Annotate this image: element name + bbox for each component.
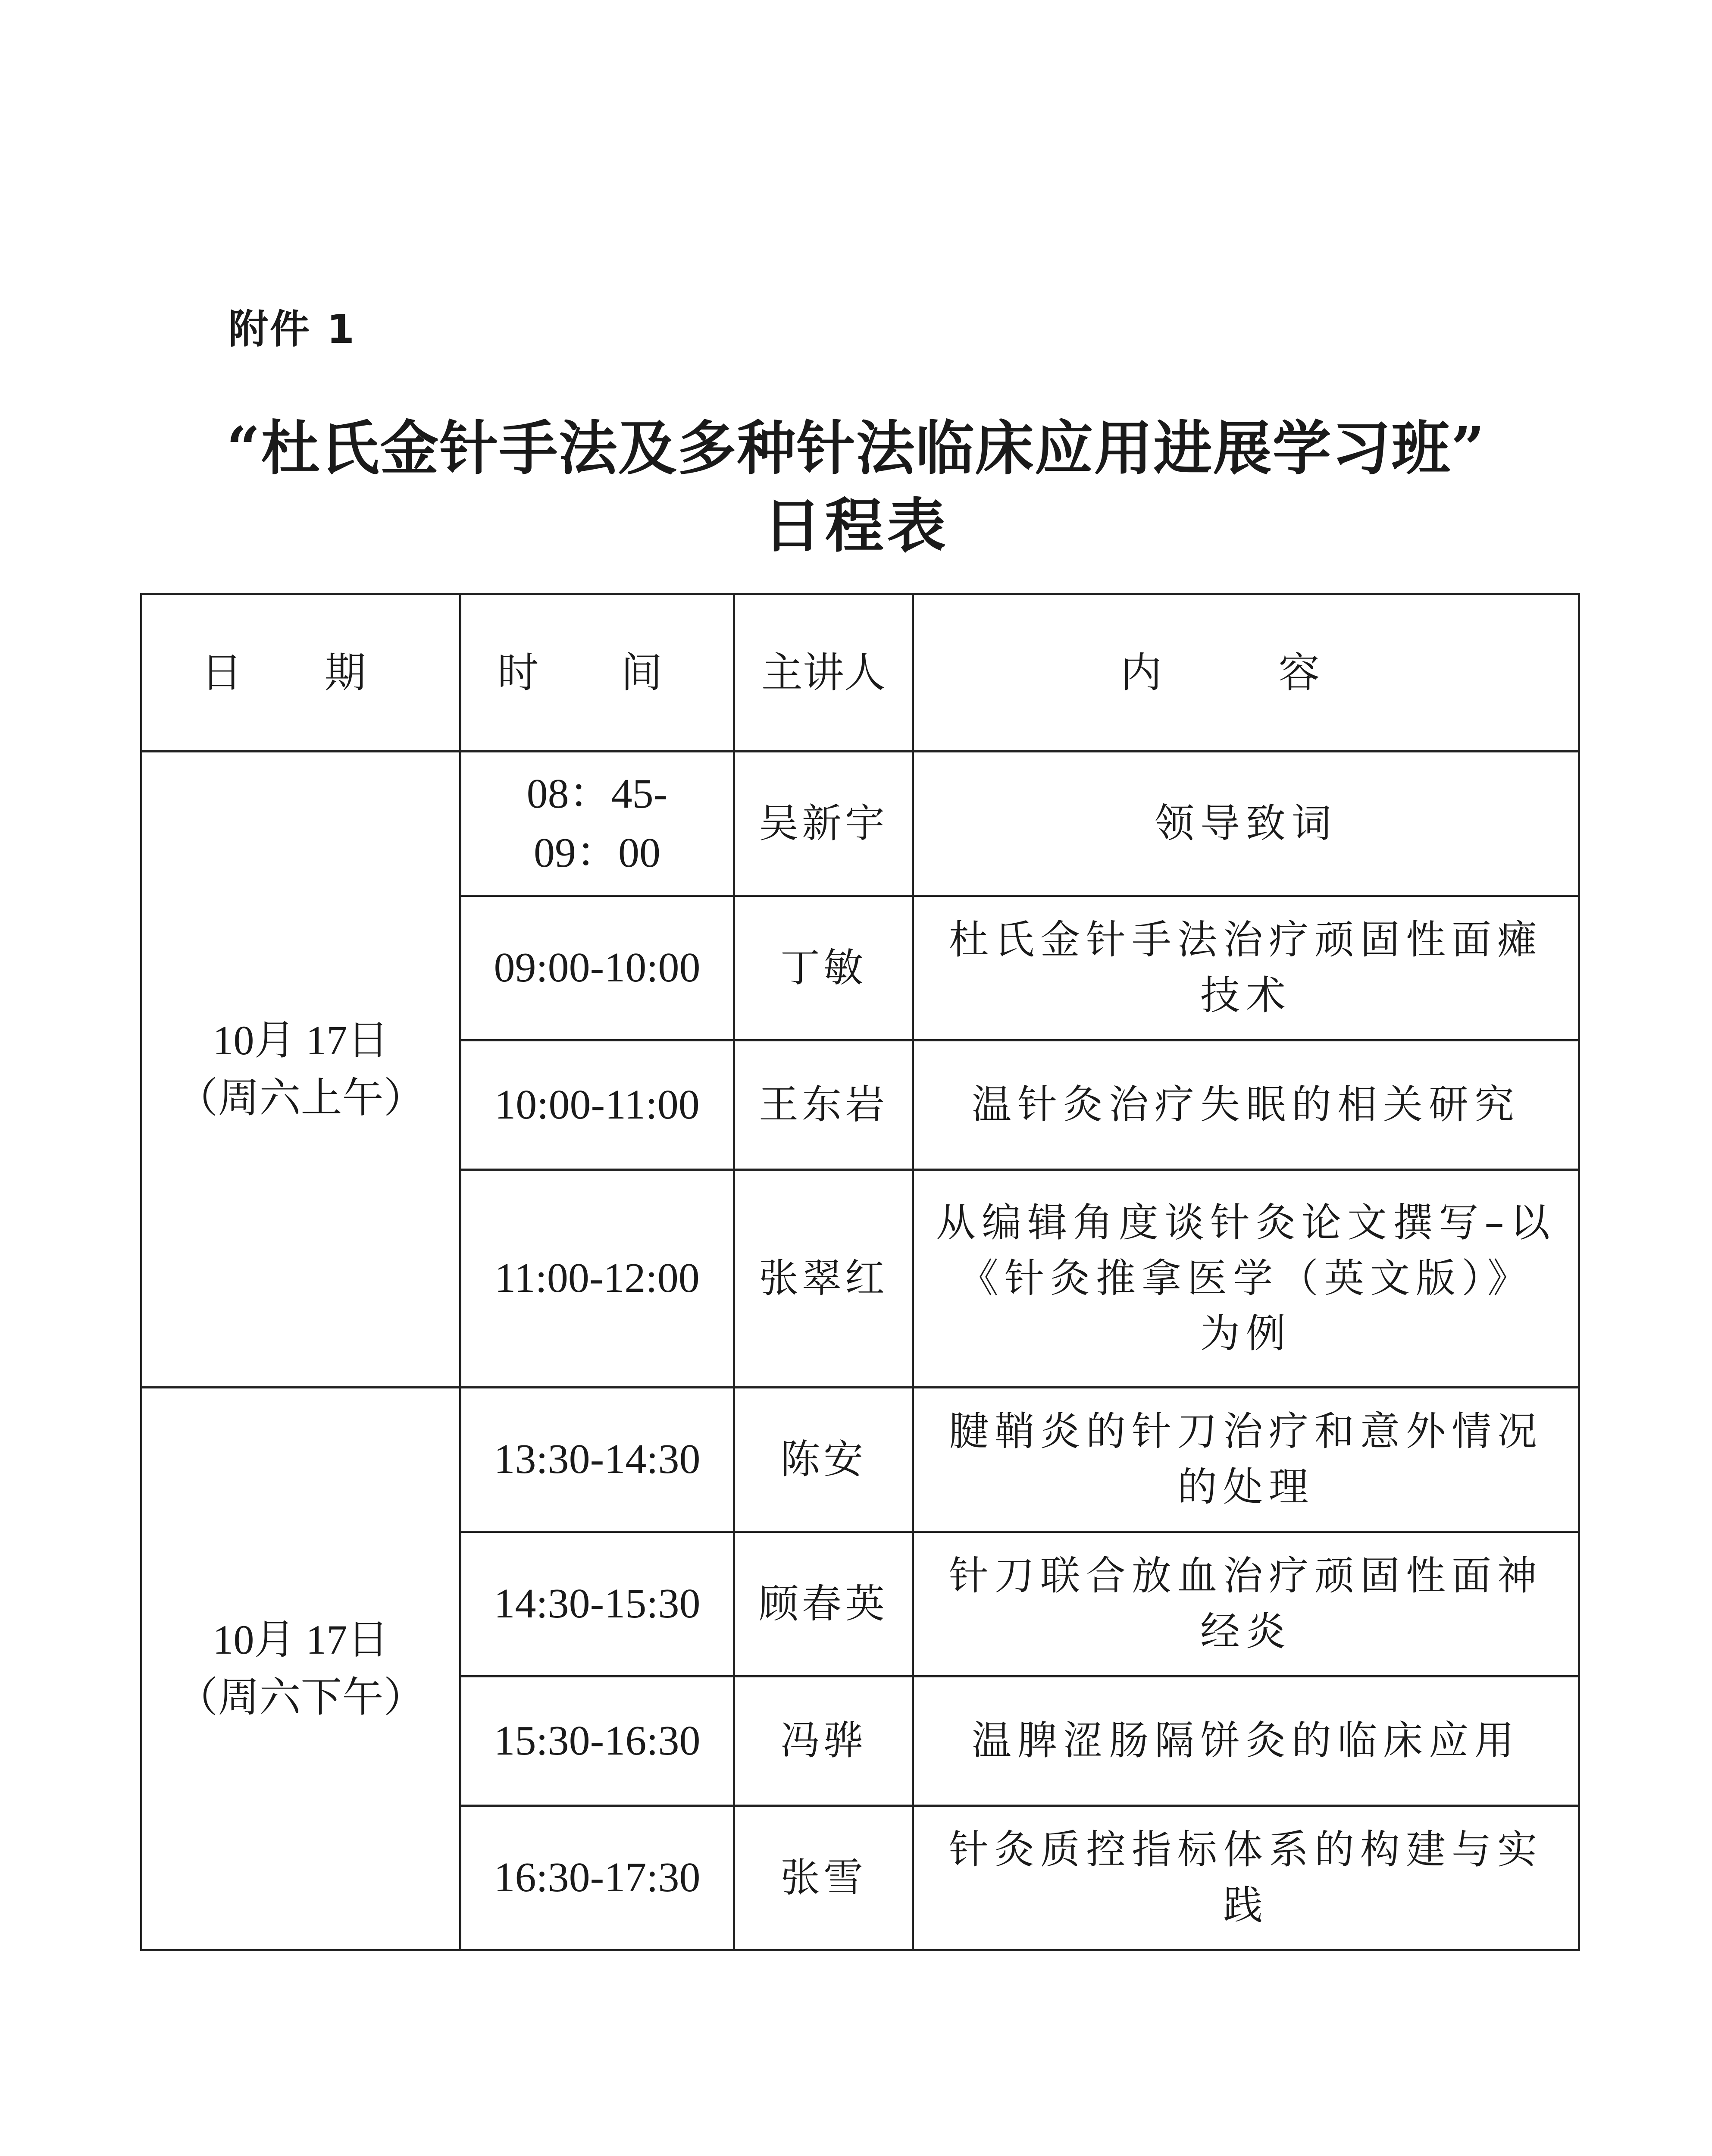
content-cell	[913, 752, 1579, 896]
date-text: 10月 17日	[213, 1017, 389, 1063]
time-start: 08：45-	[526, 770, 668, 817]
time-end: 09：00	[533, 830, 660, 876]
date-text: 10月 17日	[213, 1616, 389, 1663]
time-cell: 13:30-14:30	[460, 1388, 734, 1532]
content-line: 温针灸治疗失眠的相关研究	[971, 1081, 1520, 1128]
column-header-speaker: 主讲人	[734, 594, 913, 752]
time-cell: 15:30-16:30	[460, 1677, 734, 1806]
content-line: 经炎	[1200, 1608, 1292, 1655]
content-cell	[913, 1388, 1579, 1532]
attachment-label: 附件 1	[228, 306, 357, 352]
page-title: “杜氏金针手法及多种针法临床应用进展学习班”	[226, 414, 1486, 483]
content-line: 的处理	[1177, 1464, 1315, 1510]
time-cell: 10:00-11:00	[460, 1040, 734, 1170]
table-row	[141, 1388, 1579, 1532]
content-cell	[913, 1677, 1579, 1806]
speaker-cell: 顾春英	[734, 1532, 913, 1677]
date-cell-morning	[141, 752, 460, 1388]
schedule-table	[140, 593, 1580, 1951]
content-line: 杜氏金针手法治疗顽固性面瘫	[948, 917, 1543, 963]
content-line: 温脾涩肠隔饼灸的临床应用	[971, 1717, 1520, 1764]
content-line: 领导致词	[1154, 800, 1337, 846]
speaker-cell: 吴新宇	[734, 752, 913, 896]
content-line: 腱鞘炎的针刀治疗和意外情况	[948, 1408, 1543, 1455]
time-cell	[460, 752, 734, 896]
content-line: 践	[1223, 1882, 1269, 1928]
content-line: 针灸质控指标体系的构建与实	[948, 1827, 1543, 1873]
content-line: 技术	[1200, 972, 1292, 1018]
period-text: （周六下午）	[176, 1674, 425, 1720]
table-row	[141, 752, 1579, 896]
content-cell	[913, 1806, 1579, 1950]
content-cell	[913, 1170, 1579, 1388]
speaker-cell: 张翠红	[734, 1170, 913, 1388]
speaker-cell: 冯骅	[734, 1677, 913, 1806]
speaker-cell: 丁敏	[734, 896, 913, 1040]
time-cell: 09:00-10:00	[460, 896, 734, 1040]
period-text: （周六上午）	[176, 1075, 425, 1121]
content-line: 针刀联合放血治疗顽固性面神	[948, 1553, 1543, 1599]
page-subtitle: 日程表	[763, 492, 949, 561]
time-cell: 16:30-17:30	[460, 1806, 734, 1950]
date-cell-afternoon	[141, 1388, 460, 1950]
column-header-time: 时 间	[460, 594, 734, 752]
column-header-content: 内 容	[913, 594, 1579, 752]
speaker-cell: 王东岩	[734, 1040, 913, 1170]
content-cell	[913, 1532, 1579, 1677]
column-header-date: 日 期	[141, 594, 460, 752]
content-line: 为例	[1200, 1310, 1292, 1357]
table-header-row	[141, 594, 1579, 752]
content-line: 《针灸推拿医学（英文版）》	[958, 1255, 1533, 1301]
content-cell	[913, 896, 1579, 1040]
speaker-cell: 陈安	[734, 1388, 913, 1532]
content-cell	[913, 1040, 1579, 1170]
time-cell: 11:00-12:00	[460, 1170, 734, 1388]
time-cell: 14:30-15:30	[460, 1532, 734, 1677]
speaker-cell: 张雪	[734, 1806, 913, 1950]
content-line: 从编辑角度谈针灸论文撰写–以	[936, 1199, 1556, 1246]
